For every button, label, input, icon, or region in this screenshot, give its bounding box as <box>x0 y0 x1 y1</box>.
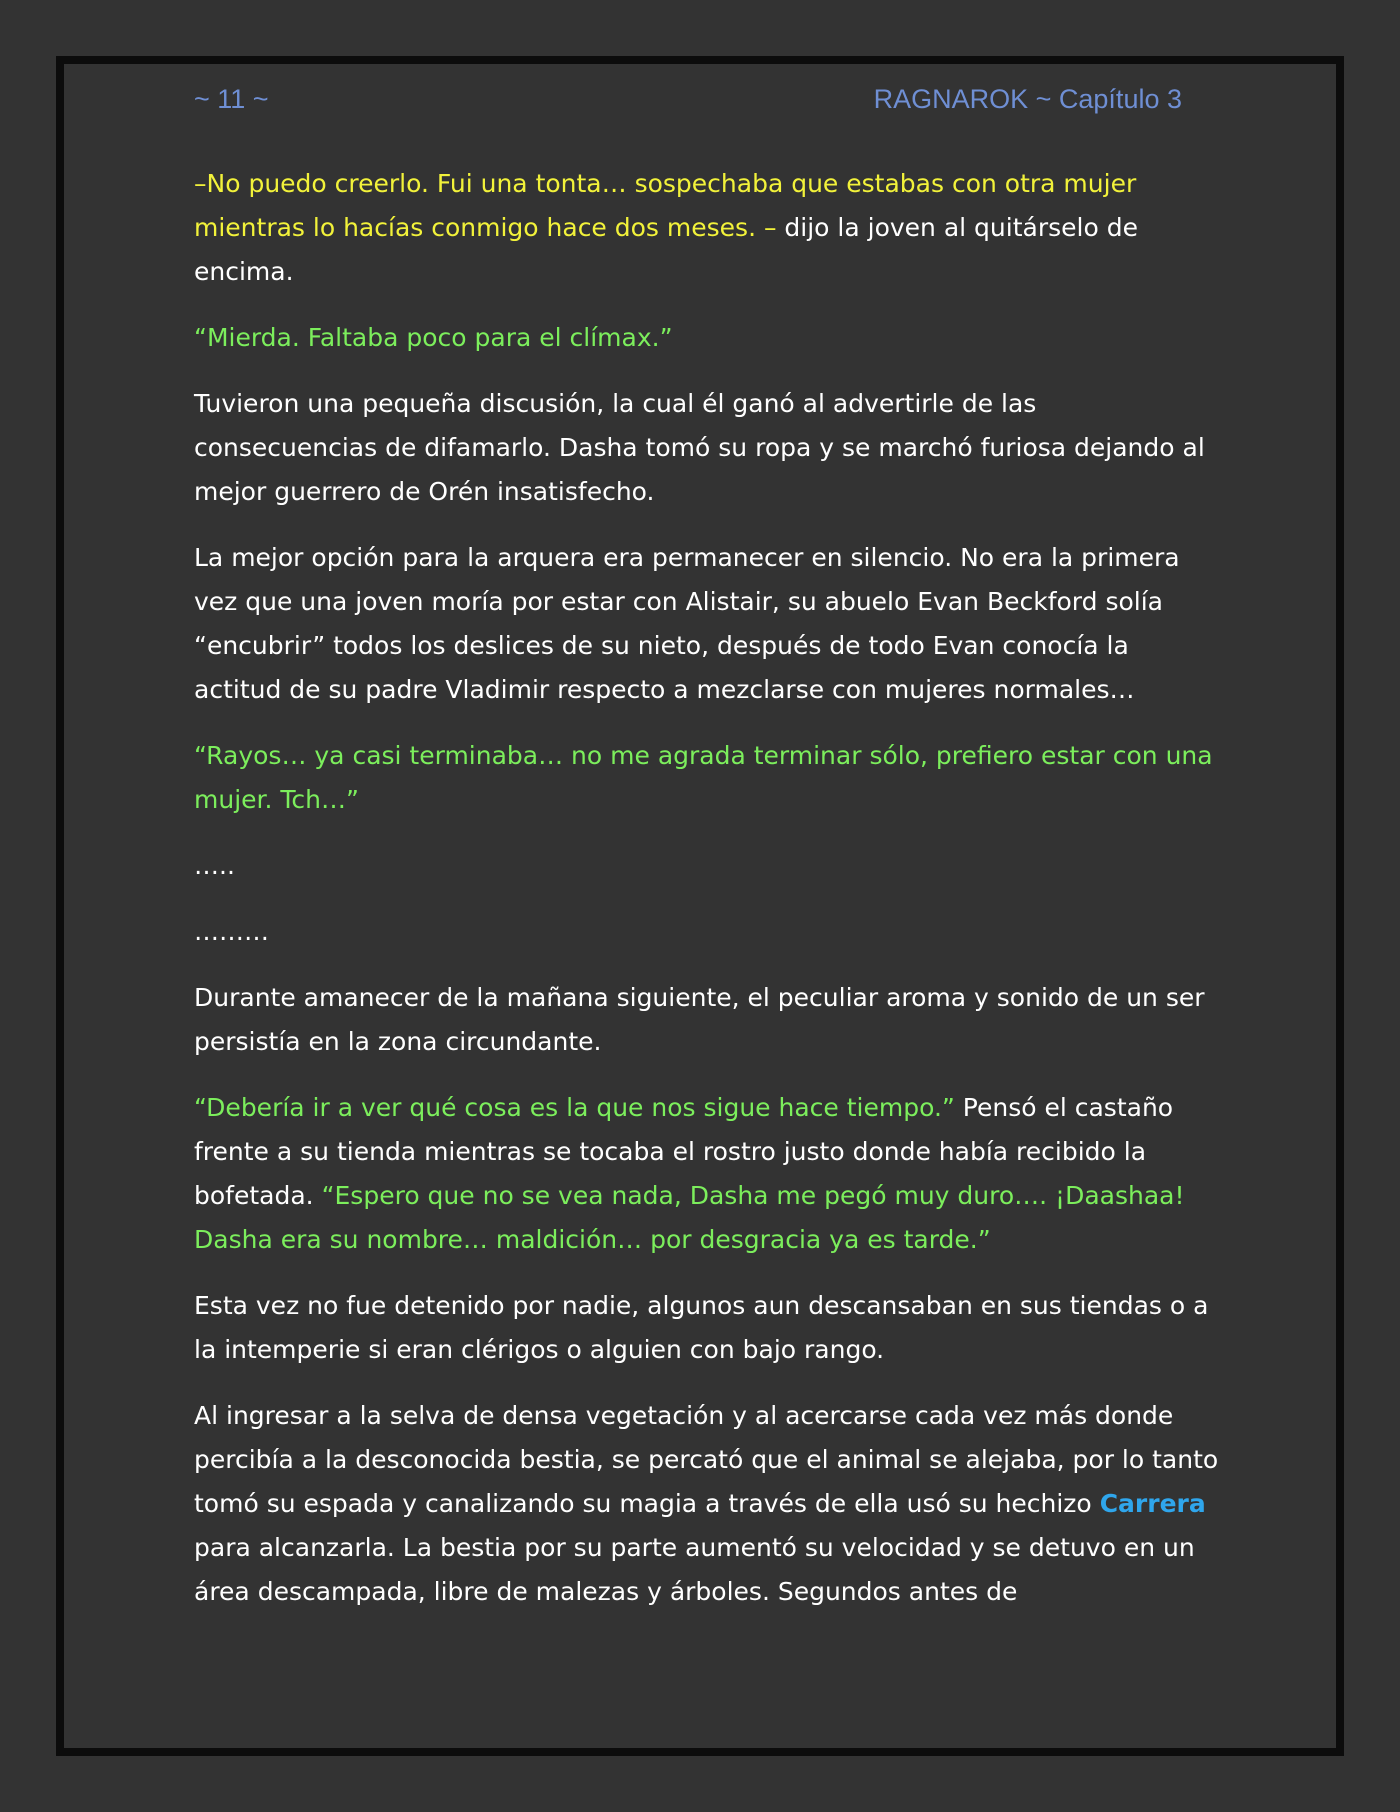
narration-text: Al ingresar a la selva de densa vegetación y al acercarse cada vez más donde percibía a la desconocida bestia, se percató que el animal se alejaba, por lo tanto tomó su espada y canalizando su magia a través de ella usó su hechizo <box>194 1401 1219 1518</box>
paragraph <box>194 734 1224 822</box>
narration-text: Pensó el castaño frente a su tienda mientras se tocaba el rostro justo donde había recibido la bofetada. <box>194 1093 1174 1210</box>
page-header <box>194 84 1182 124</box>
paragraph <box>194 1394 1224 1614</box>
paragraph <box>194 382 1224 514</box>
spoken-dialogue: –No puedo creerlo. Fui una tonta… sospechaba que estabas con otra mujer mientras lo hacías conmigo hace dos meses. – <box>194 169 1137 242</box>
running-title: RAGNAROK ~ Capítulo 3 <box>873 84 1182 114</box>
narration-text: dijo la joven al quitárselo de encima. <box>194 213 1138 286</box>
inner-thought: “Rayos… ya casi terminaba… no me agrada terminar sólo, prefiero estar con una mujer. Tch…” <box>194 741 1213 814</box>
ellipsis-long: ……… <box>194 917 269 946</box>
inner-thought: “Debería ir a ver qué cosa es la que nos sigue hace tiempo.” <box>194 1093 955 1122</box>
paragraph <box>194 1086 1224 1262</box>
spell-name: Carrera <box>1099 1489 1206 1518</box>
inner-thought: “Espero que no se vea nada, Dasha me pegó muy duro…. ¡Daashaa! Dasha era su nombre… maldición… por desgracia ya es tarde.” <box>194 1181 1185 1254</box>
narration-text: para alcanzarla. La bestia por su parte aumentó su velocidad y se detuvo en un área descampada, libre de malezas y árboles. Segundos antes de <box>194 1533 1195 1606</box>
inner-thought: “Mierda. Faltaba poco para el clímax.” <box>194 323 673 352</box>
ellipsis-short: ….. <box>194 851 235 880</box>
paragraph <box>194 1284 1224 1372</box>
narration-text: Tuvieron una pequeña discusión, la cual él ganó al advertirle de las consecuencias de difamarlo. Dasha tomó su ropa y se marchó furiosa dejando al mejor guerrero de Orén insatisfecho. <box>194 389 1205 506</box>
narration-text: Esta vez no fue detenido por nadie, algunos aun descansaban en sus tiendas o a la intemperie si eran clérigos o alguien con bajo rango. <box>194 1291 1209 1364</box>
scene-break <box>194 910 1224 954</box>
paragraph <box>194 536 1224 712</box>
paragraph <box>194 976 1224 1064</box>
page-body <box>194 162 1224 1636</box>
scene-break <box>194 844 1224 888</box>
narration-text: Durante amanecer de la mañana siguiente, el peculiar aroma y sonido de un ser persistía en la zona circundante. <box>194 983 1205 1056</box>
paragraph <box>194 162 1224 294</box>
narration-text: La mejor opción para la arquera era permanecer en silencio. No era la primera vez que una joven moría por estar con Alistair, su abuelo Evan Beckford solía “encubrir” todos los deslices de su nieto, después de todo Evan conocía la actitud de su padre Vladimir respecto a mezclarse con mujeres normales… <box>194 543 1180 704</box>
page-number: ~ 11 ~ <box>194 84 269 114</box>
paragraph <box>194 316 1224 360</box>
